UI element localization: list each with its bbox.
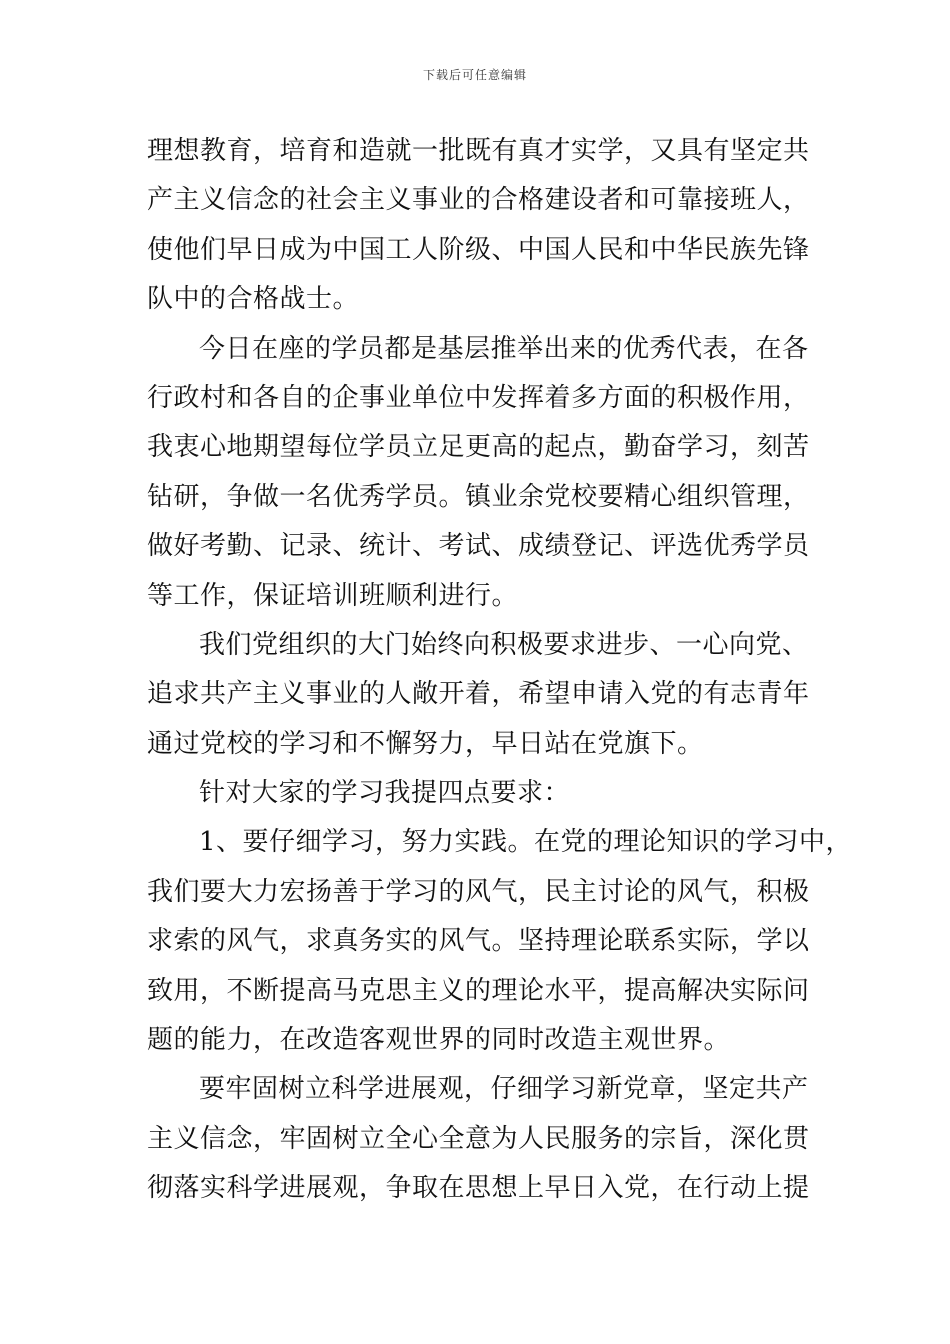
text-line: 针对大家的学习我提四点要求： — [199, 778, 571, 809]
text-line: 今日在座的学员都是基层推举出来的优秀代表，在各 — [199, 333, 809, 364]
text-line: 我们要大力宏扬善于学习的风气，民主讨论的风气，积极 — [147, 876, 810, 907]
text-line: 1、要仔细学习，努力实践。在党的理论知识的学习中， — [199, 827, 853, 858]
text-line: 彻落实科学进展观，争取在思想上早日入党，在行动上提 — [147, 1173, 810, 1204]
text-line: 要牢固树立科学进展观，仔细学习新党章，坚定共产 — [199, 1074, 809, 1105]
text-line: 队中的合格战士。 — [147, 284, 360, 315]
text-line: 产主义信念的社会主义事业的合格建设者和可靠接班人， — [147, 185, 810, 216]
text-line: 理想教育，培育和造就一批既有真才实学，又具有坚定共 — [147, 136, 810, 166]
text-line: 行政村和各自的企事业单位中发挥着多方面的积极作用， — [147, 382, 810, 413]
text-line: 追求共产主义事业的人敞开着，希望申请入党的有志青年 — [147, 679, 810, 710]
text-line: 题的能力，在改造客观世界的同时改造主观世界。 — [147, 1025, 731, 1056]
text-line: 钻研，争做一名优秀学员。镇业余党校要精心组织管理， — [147, 481, 810, 512]
text-line: 主义信念，牢固树立全心全意为人民服务的宗旨，深化贯 — [147, 1123, 810, 1154]
text-line: 等工作，保证培训班顺利进行。 — [147, 580, 519, 611]
text-line: 通过党校的学习和不懈努力，早日站在党旗下。 — [147, 728, 704, 759]
text-line: 我们党组织的大门始终向积极要求进步、一心向党、 — [199, 629, 809, 660]
header-note: 下载后可任意编辑 — [422, 68, 527, 82]
document-body — [147, 127, 853, 1214]
text-line: 使他们早日成为中国工人阶级、中国人民和中华民族先锋 — [147, 234, 810, 265]
text-line: 致用，不断提高马克思主义的理论水平，提高解决实际问 — [147, 975, 810, 1006]
text-line: 求索的风气，求真务实的风气。坚持理论联系实际，学以 — [147, 926, 810, 957]
text-line: 做好考勤、记录、统计、考试、成绩登记、评选优秀学员 — [147, 531, 810, 562]
text-line: 我衷心地期望每位学员立足更高的起点，勤奋学习，刻苦 — [147, 432, 810, 463]
